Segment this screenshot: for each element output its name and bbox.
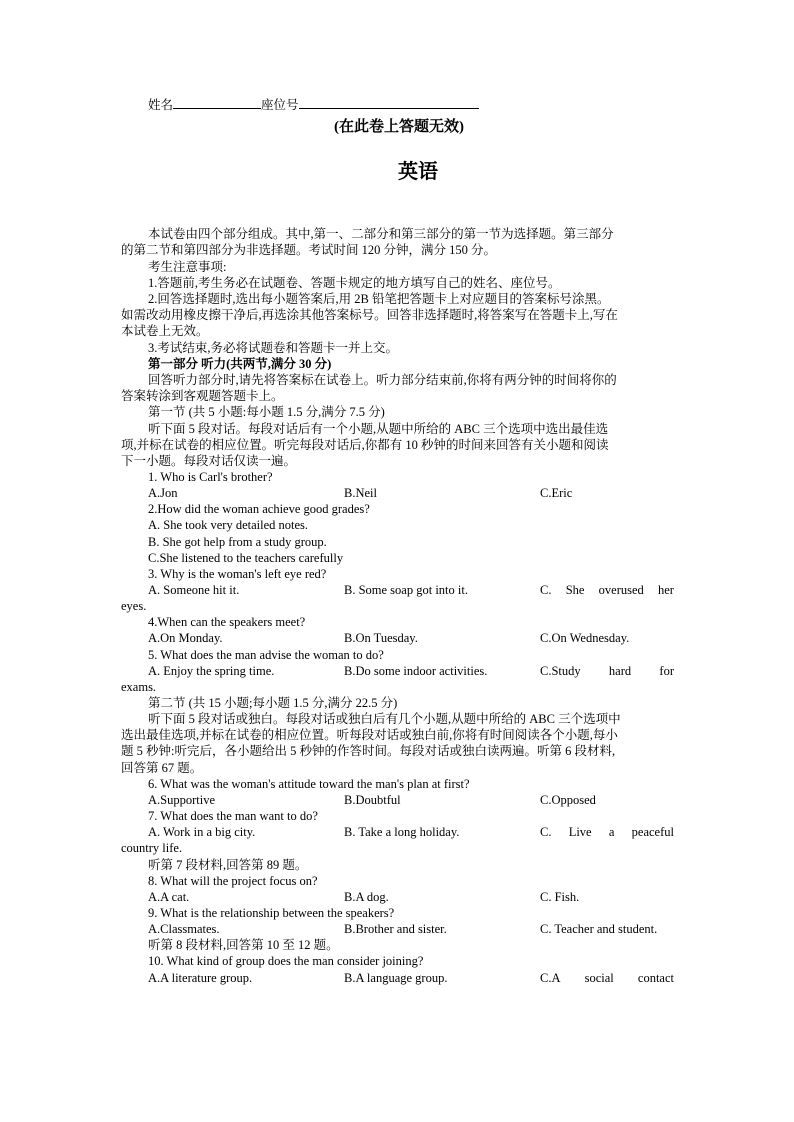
option-word: C. bbox=[540, 583, 552, 597]
option-word: a bbox=[608, 825, 615, 839]
section1-heading: 第一节 (共 5 小题:每小题 1.5 分,满分 7.5 分) bbox=[148, 405, 385, 419]
option-word: her bbox=[658, 583, 674, 597]
question-stem: 7. What does the man want to do? bbox=[148, 809, 318, 823]
section2-desc: 题 5 秒钟:听完后，各小题给出 5 秒钟的作答时间。每段对话或独白读两遍。听第 6 段材料, bbox=[121, 744, 616, 758]
option-c: C.She listened to the teachers carefully bbox=[148, 551, 344, 565]
question-stem: 2.How did the woman achieve good grades? bbox=[148, 502, 370, 516]
option-c-wrap: eyes. bbox=[121, 599, 147, 613]
option-c-wrap: country life. bbox=[121, 841, 183, 855]
question-stem: 3. Why is the woman's left eye red? bbox=[148, 567, 327, 581]
option-a: A. Work in a big city. bbox=[148, 825, 256, 839]
question-stem: 10. What kind of group does the man consider joining? bbox=[148, 954, 424, 968]
option-b: B.Do some indoor activities. bbox=[344, 664, 488, 678]
question-stem: 4.When can the speakers meet? bbox=[148, 615, 306, 629]
option-c: C.Opposed bbox=[540, 793, 596, 807]
option-b: B. Take a long holiday. bbox=[344, 825, 460, 839]
section2-heading: 第二节 (共 15 小题;每小题 1.5 分,满分 22.5 分) bbox=[148, 696, 398, 710]
option-b: B.A dog. bbox=[344, 890, 389, 904]
question-stem: 5. What does the man advise the woman to do? bbox=[148, 648, 384, 662]
question-stem: 9. What is the relationship between the speakers? bbox=[148, 906, 395, 920]
option-a: A.A literature group. bbox=[148, 971, 253, 985]
option-a: A.Jon bbox=[148, 486, 178, 500]
option-word: Live bbox=[568, 825, 592, 839]
option-word: C.Study bbox=[540, 664, 581, 678]
note-2: 如需改动用橡皮擦干净后,再选涂其他答案标号。回答非选择题时,将答案写在答题卡上,写在 bbox=[121, 308, 618, 322]
option-b: B.Neil bbox=[344, 486, 377, 500]
option-a: A.On Monday. bbox=[148, 631, 223, 645]
intro-line: 本试卷由四个部分组成。其中,第一、二部分和第三部分的第一节为选择题。第三部分 bbox=[148, 227, 614, 241]
option-c bbox=[540, 970, 674, 986]
option-word: C. bbox=[540, 825, 552, 839]
section1-desc: 听下面 5 段对话。每段对话后有一个小题,从题中所给的 ABC 三个选项中选出最佳选 bbox=[148, 422, 609, 436]
option-c bbox=[540, 663, 674, 679]
note-2: 2.回答选择题时,选出每小题答案后,用 2B 铅笔把答题卡上对应题目的答案标号涂黑。 bbox=[148, 292, 610, 306]
option-word: peaceful bbox=[631, 825, 674, 839]
intro-line: 的第二节和第四部分为非选择题。考试时间 120 分钟，满分 150 分。 bbox=[121, 243, 497, 257]
name-seat-line bbox=[148, 96, 479, 113]
option-word: hard bbox=[608, 664, 632, 678]
name-blank[interactable] bbox=[173, 96, 261, 109]
seat-blank[interactable] bbox=[299, 96, 479, 109]
option-a: A.Supportive bbox=[148, 793, 216, 807]
question-stem: 1. Who is Carl's brother? bbox=[148, 470, 273, 484]
option-a: A. Enjoy the spring time. bbox=[148, 664, 275, 678]
material-8-note: 听第 8 段材料,回答第 10 至 12 题。 bbox=[148, 938, 339, 952]
option-word: She bbox=[565, 583, 585, 597]
option-c: C. Fish. bbox=[540, 890, 580, 904]
question-stem: 6. What was the woman's attitude toward the man's plan at first? bbox=[148, 777, 470, 791]
part1-desc: 回答听力部分时,请先将答案标在试卷上。听力部分结束前,你将有两分钟的时间将你的 bbox=[148, 373, 617, 387]
material-7-note: 听第 7 段材料,回答第 89 题。 bbox=[148, 858, 308, 872]
section1-desc: 项,并标在试卷的相应位置。听完每段对话后,你都有 10 秒钟的时间来回答有关小题和阅读 bbox=[121, 438, 609, 452]
option-b: B.Doubtful bbox=[344, 793, 401, 807]
section2-desc: 回答第 67 题。 bbox=[121, 761, 203, 775]
option-word: overused bbox=[598, 583, 644, 597]
option-b: B. She got help from a study group. bbox=[148, 535, 327, 549]
option-word: C.A bbox=[540, 971, 561, 985]
seat-label: 座位号 bbox=[261, 98, 299, 112]
page-title: 英语 bbox=[398, 161, 438, 183]
section2-desc: 听下面 5 段对话或独白。每段对话或独白后有几个小题,从题中所给的 ABC 三个选项中 bbox=[148, 712, 621, 726]
option-a: A. She took very detailed notes. bbox=[148, 518, 309, 532]
option-a: A.Classmates. bbox=[148, 922, 220, 936]
note-2: 本试卷上无效。 bbox=[121, 324, 209, 338]
option-c: C. Teacher and student. bbox=[540, 922, 658, 936]
option-c bbox=[540, 582, 674, 598]
option-a: A.A cat. bbox=[148, 890, 190, 904]
option-b: B. Some soap got into it. bbox=[344, 583, 468, 597]
part1-desc: 答案转涂到客观题答题卡上。 bbox=[121, 389, 284, 403]
note-1: 1.答题前,考生务必在试题卷、答题卡规定的地方填写自己的姓名、座位号。 bbox=[148, 276, 561, 290]
part1-heading: 第一部分 听力(共两节,满分 30 分) bbox=[148, 357, 332, 371]
option-c-wrap: exams. bbox=[121, 680, 157, 694]
section1-desc: 下一小题。每段对话仅读一遍。 bbox=[121, 454, 297, 468]
option-word: social bbox=[584, 971, 614, 985]
option-c bbox=[540, 824, 674, 840]
notes-title: 考生注意事项: bbox=[148, 260, 227, 274]
note-3: 3.考试结束,务必将试题卷和答题卡一并上交。 bbox=[148, 341, 399, 355]
section2-desc: 选出最佳选项,并标在试卷的相应位置。听每段对话或独白前,你将有时间阅读各个小题,每小 bbox=[121, 728, 618, 742]
option-b: B.On Tuesday. bbox=[344, 631, 418, 645]
option-word: contact bbox=[637, 971, 674, 985]
name-label: 姓名 bbox=[148, 98, 174, 112]
invalid-notice: (在此卷上答题无效) bbox=[334, 119, 464, 135]
question-stem: 8. What will the project focus on? bbox=[148, 874, 318, 888]
option-b: B.Brother and sister. bbox=[344, 922, 447, 936]
option-word: for bbox=[659, 664, 674, 678]
option-a: A. Someone hit it. bbox=[148, 583, 240, 597]
option-c: C.On Wednesday. bbox=[540, 631, 630, 645]
option-b: B.A language group. bbox=[344, 971, 448, 985]
option-c: C.Eric bbox=[540, 486, 573, 500]
